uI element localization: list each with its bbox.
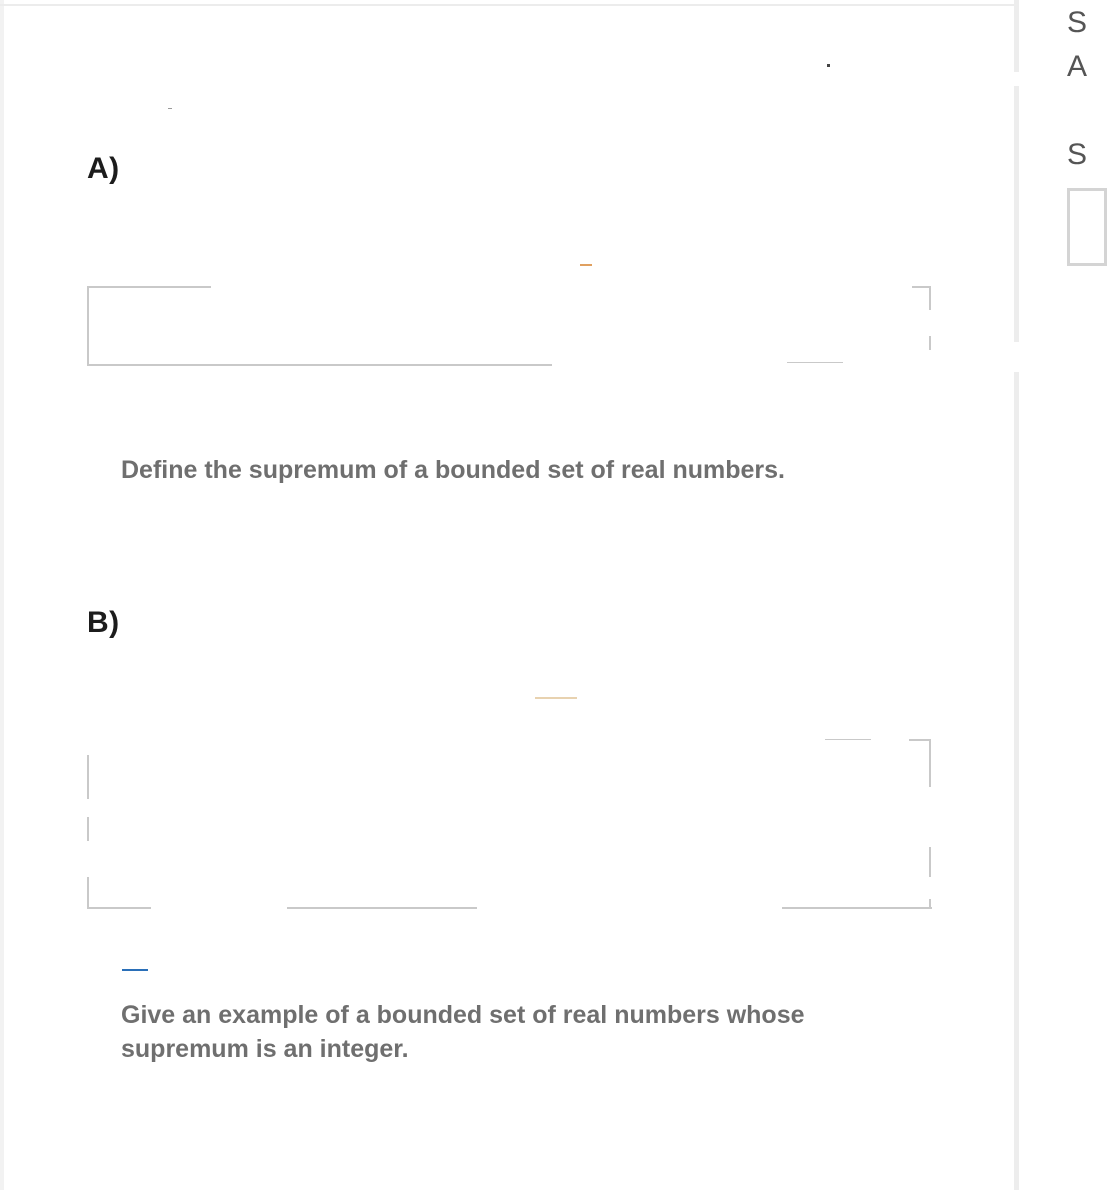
next-question-panel (1019, 0, 1088, 1190)
answer-box-edge (929, 336, 931, 350)
question-a-prompt: Define the supremum of a bounded set of real numbers. (121, 456, 785, 484)
artifact-speck (122, 969, 148, 971)
question-a-label: A) (87, 152, 120, 185)
artifact-speck (580, 264, 592, 266)
answer-box-edge (929, 286, 931, 310)
answer-box-edge (87, 755, 89, 799)
answer-box-edge (782, 907, 932, 909)
question-b-label: B) (87, 606, 120, 639)
answer-box-edge (87, 817, 89, 841)
cropped-text: S (1067, 6, 1088, 39)
answer-box-edge (287, 907, 477, 909)
answer-box-edge (929, 899, 931, 909)
question-b-answer-box[interactable] (87, 739, 933, 911)
answer-box-edge (87, 907, 151, 909)
question-b-prompt: Give an example of a bounded set of real numbers whose supremum is an integer. (121, 1001, 805, 1063)
cropped-label: A (1067, 50, 1088, 83)
answer-box-edge (87, 364, 552, 366)
answer-box-edge (87, 877, 89, 909)
answer-box-edge (929, 847, 931, 877)
answer-box-edge (87, 286, 211, 288)
artifact-speck (827, 64, 830, 67)
artifact-speck (168, 108, 172, 109)
answer-box-edge (87, 286, 89, 366)
cropped-answer-box[interactable] (1067, 188, 1107, 266)
question-a-answer-box[interactable] (87, 286, 933, 366)
answer-box-edge (787, 362, 843, 363)
answer-box-edge (909, 739, 931, 741)
artifact-speck (535, 697, 577, 699)
answer-box-edge (825, 739, 871, 740)
answer-box-edge (929, 739, 931, 787)
cropped-text: S (1067, 138, 1088, 171)
